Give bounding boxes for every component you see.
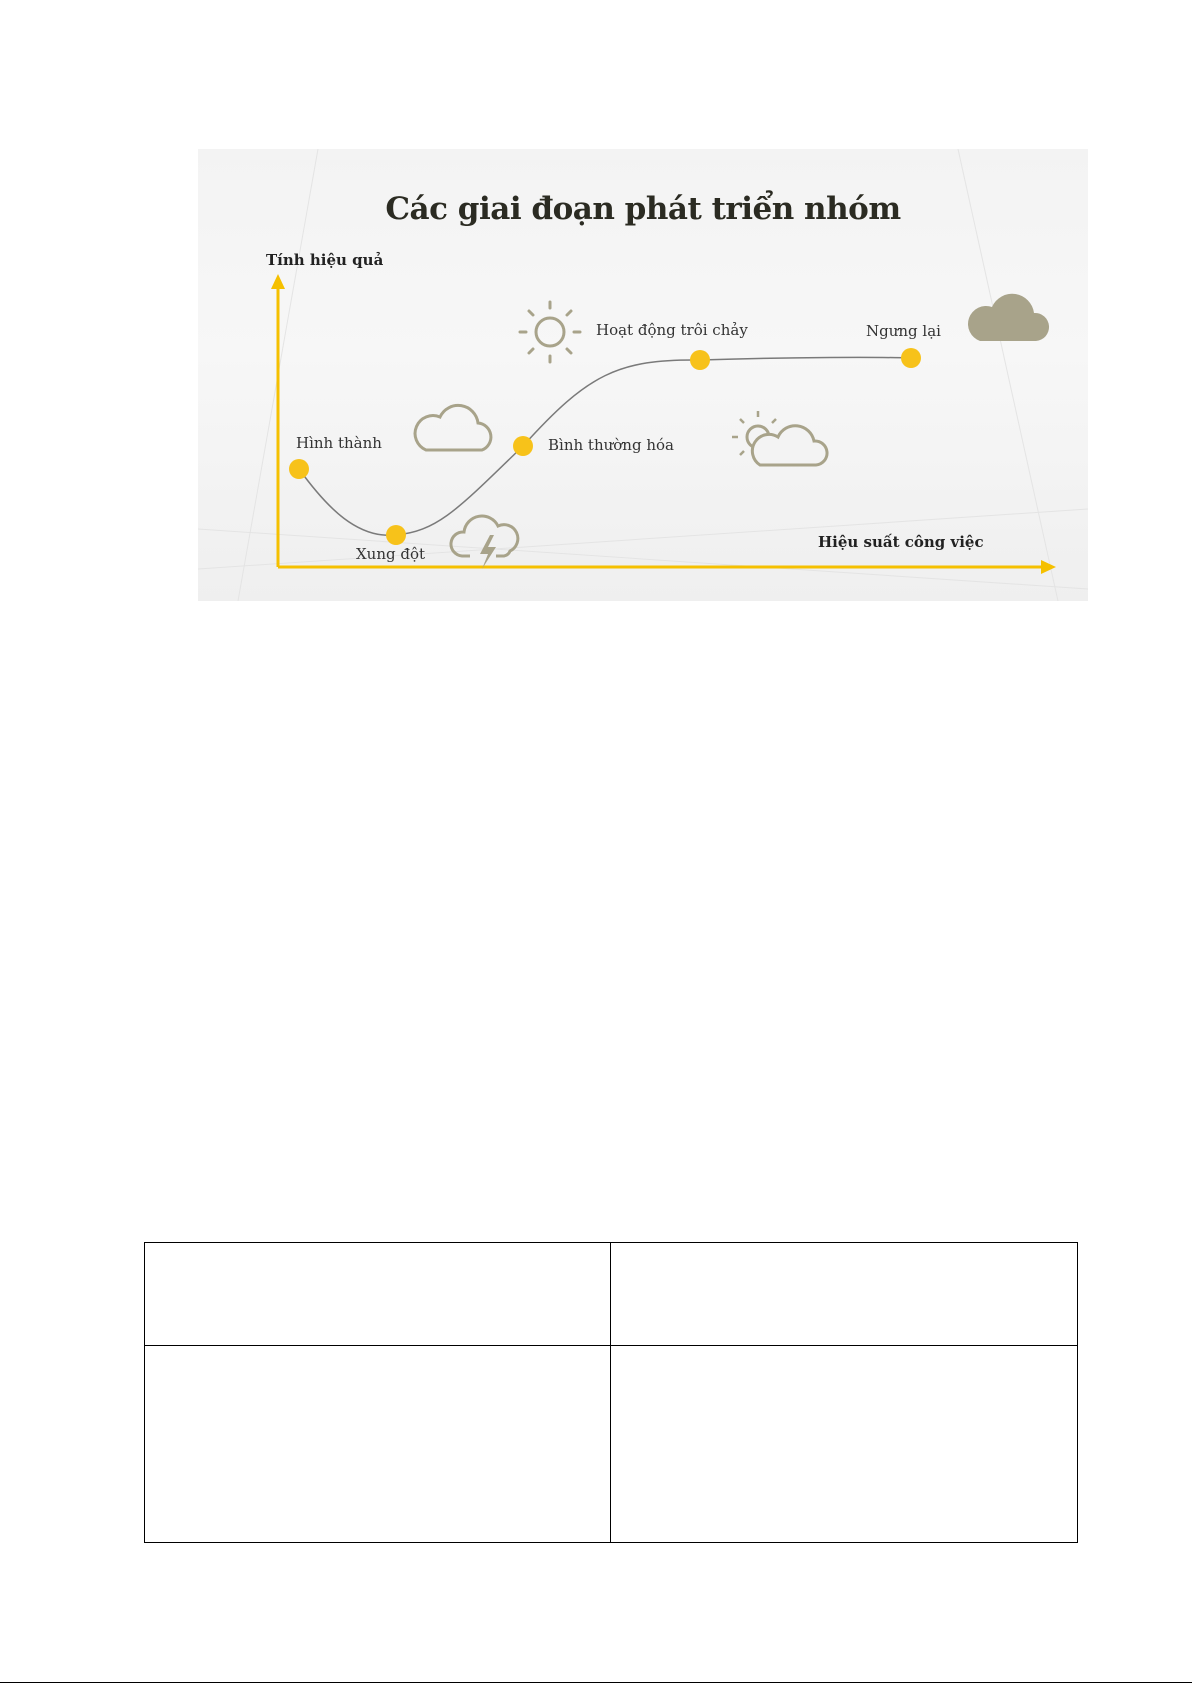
y-axis-label: Tính hiệu quả: [266, 251, 384, 269]
stage-point-hoat-dong: [690, 350, 710, 370]
stage-point-xung-dot: [386, 525, 406, 545]
table-cell: [145, 1346, 611, 1543]
sun-behind-cloud-icon: [732, 411, 827, 465]
table-row: [145, 1346, 1078, 1543]
cloud-outline-icon: [415, 405, 491, 450]
filled-cloud-icon: [968, 294, 1049, 341]
x-axis-arrow: [1041, 560, 1056, 574]
x-axis-label: Hiệu suất công việc: [818, 533, 984, 551]
table-cell: [611, 1243, 1078, 1346]
stage-label-xung-dot: Xung đột: [356, 545, 426, 563]
sun-icon: [520, 302, 580, 362]
figure-title: Các giai đoạn phát triển nhóm: [385, 191, 901, 227]
stage-label-hinh-thanh: Hình thành: [296, 434, 382, 452]
team-development-figure: [198, 149, 1088, 601]
table-row: [145, 1243, 1078, 1346]
table-cell: [145, 1243, 611, 1346]
storm-cloud-icon: [451, 516, 518, 569]
stage-point-binh-thuong-hoa: [513, 436, 533, 456]
stage-point-ngung-lai: [901, 348, 921, 368]
empty-table: [144, 1242, 1078, 1543]
stage-label-binh-thuong-hoa: Bình thường hóa: [548, 436, 674, 454]
stage-label-ngung-lai: Ngưng lại: [866, 322, 941, 340]
footer-rule: [0, 1682, 1192, 1683]
table-cell: [611, 1346, 1078, 1543]
y-axis-arrow: [271, 274, 285, 289]
stage-label-hoat-dong: Hoạt động trôi chảy: [596, 321, 748, 339]
stage-point-hinh-thanh: [289, 459, 309, 479]
